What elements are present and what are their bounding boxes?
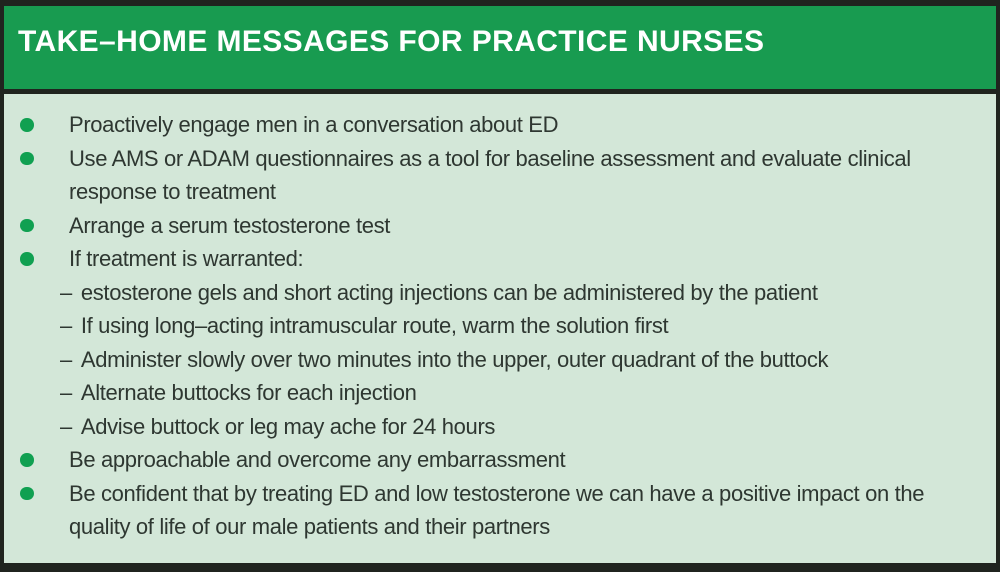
marker-column: [4, 477, 69, 544]
item-text: Alternate buttocks for each injection: [80, 380, 417, 405]
bullet-item: [4, 443, 984, 477]
marker-column: [4, 142, 69, 209]
bullet-item: [4, 242, 984, 276]
bullet-icon: [20, 487, 34, 501]
item-text: Administer slowly over two minutes into the upper, outer quadrant of the buttock: [80, 346, 829, 372]
item-text: Proactively engage men in a conversation about ED: [69, 112, 559, 137]
bullet-icon: [20, 219, 34, 233]
marker-column: [4, 242, 69, 276]
marker-column: [4, 209, 69, 243]
marker-column: [4, 108, 69, 142]
panel-title: TAKE–HOME MESSAGES FOR PRACTICE NURSES: [18, 25, 765, 58]
dash-marker: –: [60, 413, 72, 439]
dash-marker: –: [60, 380, 72, 405]
bullet-icon: [20, 252, 34, 266]
bullet-item: [4, 477, 984, 544]
item-text: If treatment is warranted:: [69, 246, 304, 271]
marker-column: [4, 443, 69, 477]
dash-item: [4, 309, 984, 343]
dash-item: [4, 343, 984, 377]
bullet-item: [4, 142, 984, 209]
bullet-icon: [20, 118, 34, 132]
dash-item: [4, 276, 984, 310]
item-text: If using long–acting intramuscular route, warm the solution first: [80, 313, 669, 338]
item-text: Use AMS or ADAM questionnaires as a tool for baseline assessment and evaluate clinical response to treatment: [69, 145, 911, 204]
bullet-item: [4, 209, 984, 243]
bullet-icon: [20, 453, 34, 467]
item-text: estosterone gels and short acting injections can be administered by the patient: [80, 279, 818, 305]
item-text: Arrange a serum testosterone test: [69, 212, 391, 238]
dash-marker: –: [60, 313, 72, 338]
panel-body: [4, 94, 996, 563]
dash-marker: –: [60, 279, 72, 305]
panel-header: [4, 6, 996, 94]
dash-item: [4, 376, 984, 410]
dash-item: [4, 410, 984, 444]
dash-marker: –: [60, 346, 72, 372]
item-text: Advise buttock or leg may ache for 24 hours: [80, 413, 496, 439]
bullet-icon: [20, 152, 34, 166]
bullet-item: [4, 108, 984, 142]
item-text: Be approachable and overcome any embarrassment: [69, 447, 566, 472]
item-text: Be confident that by treating ED and low testosterone we can have a positive impact on the quality of life of our male patients and their partners: [69, 480, 925, 539]
